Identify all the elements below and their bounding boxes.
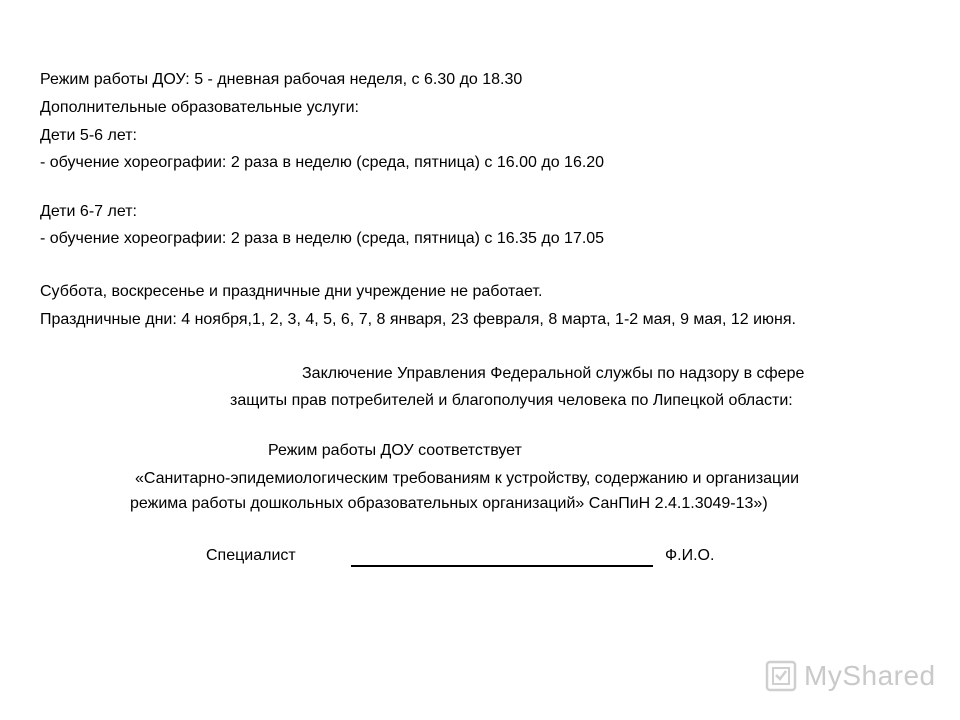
- holidays-line: Праздничные дни: 4 ноября,1, 2, 3, 4, 5, 6, 7, 8 января, 23 февраля, 8 марта, 1-2 мая, 9 мая, 12 июня.: [40, 311, 796, 328]
- conclusion-line-2: защиты прав потребителей и благополучия человека по Липецкой области:: [230, 392, 793, 409]
- choreography-6-7-line: - обучение хореографии: 2 раза в неделю (среда, пятница) с 16.35 до 17.05: [40, 230, 605, 247]
- additional-services-heading: Дополнительные образовательные услуги:: [40, 99, 359, 116]
- age-group-6-7-heading: Дети 6-7 лет:: [40, 203, 137, 220]
- weekend-closed-line: Суббота, воскресенье и праздничные дни учреждение не работает.: [40, 283, 543, 300]
- watermark-logo: [764, 656, 936, 696]
- requirements-line-1: «Санитарно-эпидемиологическим требованиям к устройству, содержанию и организации: [135, 470, 800, 487]
- work-schedule-line: Режим работы ДОУ: 5 - дневная рабочая неделя, с 6.30 до 18.30: [40, 71, 523, 88]
- signature-name-placeholder: Ф.И.О.: [665, 547, 715, 564]
- compliance-statement: Режим работы ДОУ соответствует: [268, 442, 522, 459]
- watermark-text: MyShared: [804, 660, 936, 691]
- signature-line: [351, 565, 653, 567]
- requirements-line-2: режима работы дошкольных образовательных организаций» СанПиН 2.4.1.3049-13»): [130, 495, 768, 512]
- signature-role-label: Специалист: [206, 547, 296, 564]
- conclusion-line-1: Заключение Управления Федеральной службы по надзору в сфере: [302, 365, 805, 382]
- age-group-5-6-heading: Дети 5-6 лет:: [40, 127, 137, 144]
- myshared-logo-icon: [764, 659, 798, 693]
- choreography-5-6-line: - обучение хореографии: 2 раза в неделю (среда, пятница) с 16.00 до 16.20: [40, 154, 605, 171]
